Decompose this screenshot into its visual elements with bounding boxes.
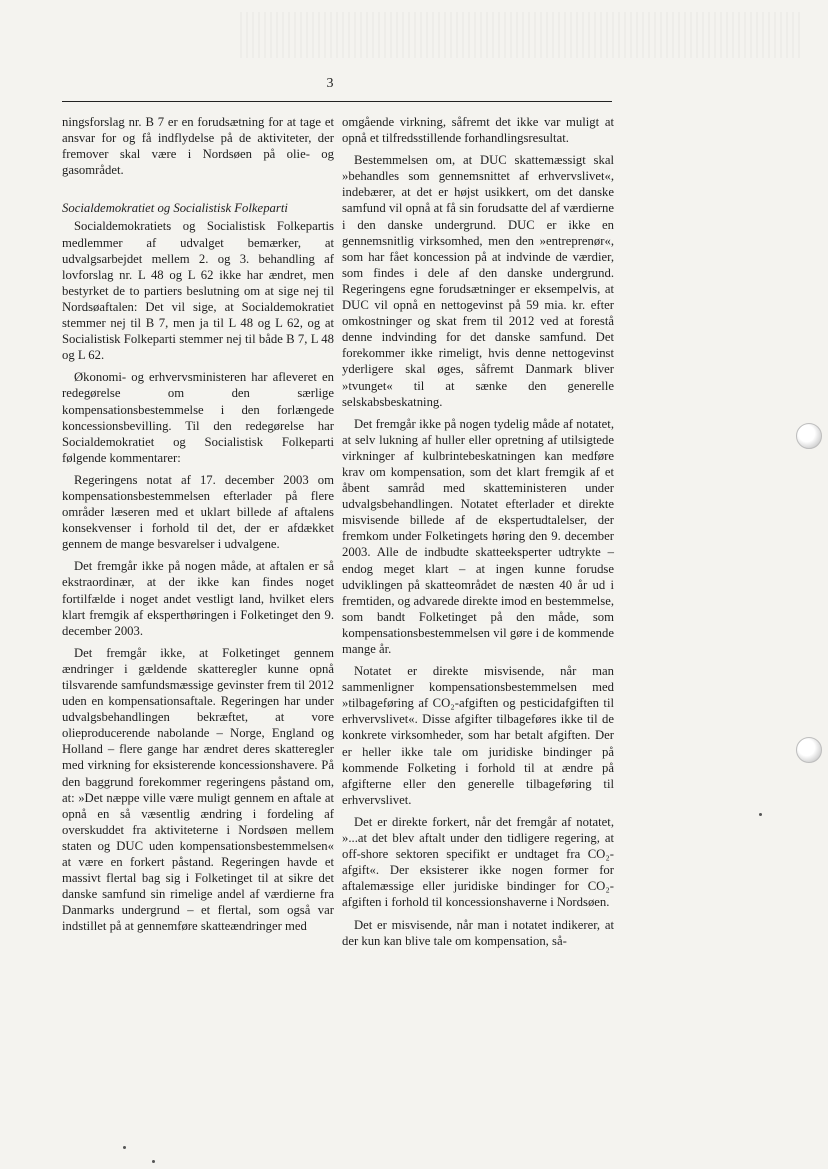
left-column (62, 114, 334, 941)
paragraph: Det fremgår ikke, at Folketinget gennem ændringer i gældende skatteregler kunne opnå tilsvarende samfundsmæssige gevinster frem til 2012 uden en kompensationsaftale. Regeringen har under udvalgsbehandlingen bekræftet, at vore olieproducerende nabolande – Norge, England og Holland – flere gange har ændret deres skatteregler med virkning for eksisterende koncessionshavere. På den baggrund forekommer regeringens påstand om, at: »Det næppe ville være muligt gennem en aftale at opnå en så væsentlig ændring i fordeling af overskuddet fra aktiviteterne i Nordsøen mellem staten og DUC uden kompensationsbestemmelsen« at være en forkert påstand. Regeringen havde et massivt flertal bag sig i Folketinget til at sikre det danske samfund sin rimelige andel af værdierne fra Danmarks undergrund – et flertal, som også var indstillet på at gennemføre skatteændringer med (62, 645, 334, 934)
paragraph: Økonomi- og erhvervsministeren har afleveret en redegørelse om den særlige kompensationsbestemmelse i den forlængede koncessionsbevilling. Til den redegørelse har Socialdemokratiet og Socialistisk Folkeparti følgende kommentarer: (62, 370, 334, 465)
paragraph: Det er misvisende, når man i notatet indikerer, at der kun kan blive tale om kompensation, så- (342, 917, 614, 948)
paragraph: Det fremgår ikke på nogen tydelig måde af notatet, at selv lukning af huller eller opretning af utilsigtede virkninger af kulbrintebeskatningen kan medføre krav om kompensation, som det klart fremgik af et åbent samråd med skatteministeren under udvalgsbehandlingen. Notatet efterlader et direkte misvisende billede af de ekspertudtalelser, der fremkom under Folketingets høring den 9. december 2003. Alle de indbudte skatteeksperter udtrykte – endog meget klart – at ingen kunne forudse udviklingen på skatteområdet de næsten 40 år ud i fremtiden, og advarede direkte imod en bestemmelse, som bandt Folketinget på den måde, som kompensationsbestemmelsen vil gøre i de kommende mange år. (342, 416, 614, 656)
paragraph: omgående virkning, såfremt det ikke var muligt at opnå et tilfredsstillende forhandlingsresultat. (342, 115, 614, 146)
scan-speck (759, 813, 762, 816)
page-number: 3 (326, 76, 334, 91)
scan-speck (123, 1146, 126, 1149)
header-rule (62, 101, 612, 102)
paragraph: Regeringens notat af 17. december 2003 om kompensationsbestemmelsen efterlader på flere områder læseren med et uklart billede af aftalens konsekvenser i forhold til det, der er afdækket gennem de mange besvarelser i udvalgene. (62, 472, 334, 552)
right-column (342, 114, 614, 955)
paragraph: Det fremgår ikke på nogen måde, at aftalen er så ekstraordinær, at der ikke kan findes noget fortilfælde i noget andet vestligt land, hvilket elers klart fremgik af eksperthøringen i Folketinget den 9. december 2003. (62, 559, 334, 638)
paragraph: Notatet er direkte misvisende, når man sammenligner kompensationsbestemmelsen med »tilbageføring af CO₂-afgiften og pesticidafgiften til erhvervslivet«. Disse afgifter tilbageføres ikke til de konkrete virksomheder, som har betalt afgiften. Der er heller ikke tale om juridiske bindinger på kommende Folketing i forhold til at ændre på afgifterne eller den generelle tilbageføring til erhvervslivet. (342, 664, 614, 807)
paragraph: Bestemmelsen om, at DUC skattemæssigt skal »behandles som gennemsnittet af erhvervslivet«, indebærer, at det er højst usikkert, om det danske samfund vil opnå at få sin forudsatte del af værdierne i den danske undergrund. DUC er ikke en gennemsnitlig virksomhed, men den »entreprenør«, som har fået koncession på at indvinde de værdier, som findes i dele af den danske undergrund. Regeringens egne forudsætninger er eksempelvis, at DUC vil opnå en nettogevinst på 59 mia. kr. efter omkostninger og skat frem til 2012 ved at forestå denne indvinding for det danske samfund. Det forekommer ikke rimeligt, hvis denne nettogevinst yderligere skal øges, såfremt Danmark bliver »tvunget« til at sænke den generelle selskabsbeskatning. (342, 153, 614, 409)
punch-hole (796, 423, 822, 449)
scan-noise (240, 12, 800, 58)
paragraph: ningsforslag nr. B 7 er en forudsætning for at tage et ansvar for og få indflydelse på de aktiviteter, der fremover skal være i Nordsøen på olie- og gasområdet. (62, 115, 334, 178)
paragraph: Socialdemokratiets og Socialistisk Folkepartis medlemmer af udvalget bemærker, at udvalgsarbejdet mellem 2. og 3. behandling af lovforslag nr. L 48 og L 62 ikke har ændret, men bestyrket de to partiers beslutning om at sige nej til Nordsøaftalen: Det vil sige, at Socialdemokratiet stemmer nej til B 7, men ja til L 48 og L 62, og at Socialistisk Folkeparti stemmer nej til både B 7, L 48 og L 62. (62, 219, 334, 363)
scan-speck (152, 1160, 155, 1163)
paragraph: Det er direkte forkert, når det fremgår af notatet, »...at det blev aftalt under den tidligere regering, at off-shore sektoren specifikt er undtaget fra CO₂-afgift«. Der eksisterer ikke nogen former for aftalemæssige eller juridiske bindinger for CO₂-afgiften i forhold til koncessionshaverne i Nordsøen. (342, 814, 614, 910)
punch-hole (796, 737, 822, 763)
section-heading: Socialdemokratiet og Socialistisk Folkeparti (62, 201, 288, 216)
